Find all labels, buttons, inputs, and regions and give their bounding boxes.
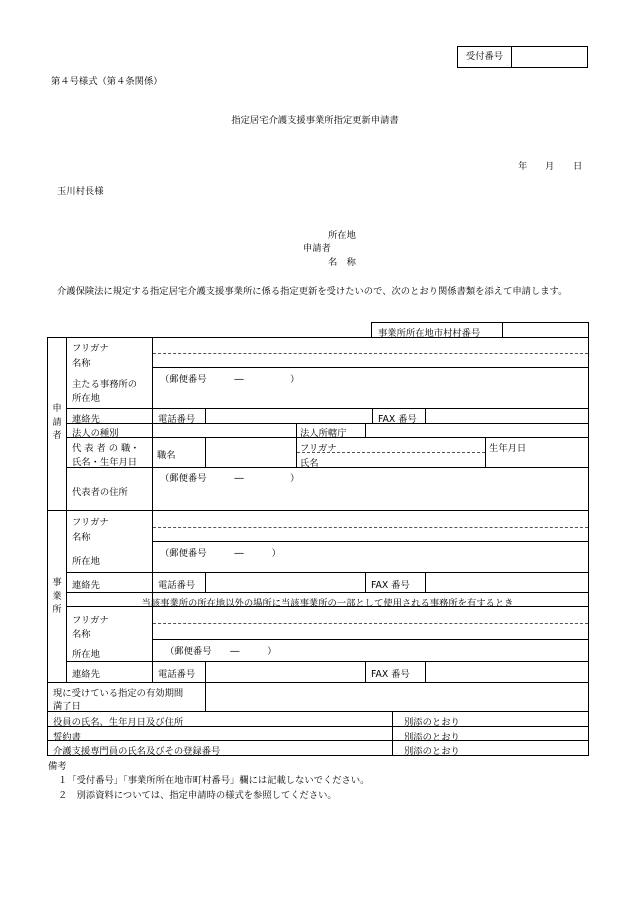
note-item-2: ２ 別添資料については、指定申請時の様式を参照してください。 <box>58 790 337 801</box>
sub-office-name-label: 名称 <box>72 629 91 640</box>
representative-postal: （郵便番号 ― ） <box>160 473 300 484</box>
main-office-label-1: 主たる事務所の <box>72 379 138 390</box>
applicant-contact-label: 連絡先 <box>72 414 100 425</box>
officers-value: 別添のとおり <box>404 717 460 728</box>
applicant-name-label: 名 称 <box>328 257 356 268</box>
corp-type-label: 法人の種別 <box>72 428 119 439</box>
notes-heading: 備考 <box>48 761 67 772</box>
position-label: 職名 <box>157 450 176 461</box>
office-phone-label: 電話番号 <box>158 580 196 591</box>
pledge-value: 別添のとおり <box>404 732 460 743</box>
main-office-label-2: 所在地 <box>72 393 100 404</box>
care-manager-label: 介護支援専門員の氏名及びその登録番号 <box>53 746 221 757</box>
representative-label-1: 代 表 者 の 職・ <box>72 443 140 454</box>
validity-label-1: 現に受けている指定の有効期間 <box>53 688 184 699</box>
receipt-number-box <box>457 46 588 68</box>
applicant-fax-label: FAX 番号 <box>378 414 417 425</box>
corp-authority-label: 法人所轄庁 <box>300 428 347 439</box>
receipt-number-label: 受付番号 <box>458 47 512 67</box>
validity-label-2: 満了日 <box>53 701 81 712</box>
date-month: 月 <box>545 161 555 172</box>
applicant-address-label: 所在地 <box>328 230 356 241</box>
addressee: 玉川村長様 <box>57 186 104 197</box>
municipal-number-field[interactable] <box>503 323 588 337</box>
representative-furigana-label: フリガナ <box>300 443 337 454</box>
date-year: 年 <box>518 161 528 172</box>
representative-label-2: 氏名・生年月日 <box>72 457 138 468</box>
page-title: 指定居宅介護支援事業所指定更新申請書 <box>231 115 399 126</box>
sub-office-postal: （郵便番号 ― ） <box>165 646 277 657</box>
body-text: 介護保険法に規定する指定居宅介護支援事業所に係る指定更新を受けたいので、次のとおり関係書類を添えて申請します。 <box>57 286 568 297</box>
note-item-1: １「受付番号」「事業所所在地市町村番号」欄には記載しないでください。 <box>58 775 370 786</box>
applicant-label: 申請者 <box>303 243 331 254</box>
sub-office-fax-label: FAX 番号 <box>371 669 410 680</box>
applicant-name-label: 名称 <box>72 358 91 369</box>
officers-label: 役員の氏名、生年月日及び住所 <box>53 717 184 728</box>
sub-office-contact-label: 連絡先 <box>72 669 100 680</box>
applicant-section-label: 申請者 <box>52 403 62 441</box>
sub-office-address-label: 所在地 <box>72 649 100 660</box>
office-name-label: 名称 <box>72 532 91 543</box>
applicant-furigana-label: フリガナ <box>72 343 109 354</box>
sub-office-note: 当該事業所の所在地以外の場所に当該事業所の一部として使用される事務所を有するとき <box>141 598 514 609</box>
office-furigana-label: フリガナ <box>72 517 109 528</box>
pledge-label: 誓約書 <box>53 732 81 743</box>
municipal-number-label: 事業所所在地市村村番号 <box>378 328 481 339</box>
office-contact-label: 連絡先 <box>72 580 100 591</box>
applicant-phone-label: 電話番号 <box>158 414 196 425</box>
office-fax-label: FAX 番号 <box>371 580 410 591</box>
sub-office-furigana-label: フリガナ <box>72 615 109 626</box>
birth-date-label: 生年月日 <box>489 443 527 454</box>
representative-address-label: 代表者の住所 <box>72 487 128 498</box>
receipt-number-field[interactable] <box>512 47 587 67</box>
sub-office-phone-label: 電話番号 <box>158 669 196 680</box>
care-manager-value: 別添のとおり <box>404 746 460 757</box>
representative-name-label: 氏名 <box>300 458 319 469</box>
main-office-postal: （郵便番号 ― ） <box>160 374 300 385</box>
office-postal: （郵便番号 ― ） <box>160 548 281 559</box>
office-address-label: 所在地 <box>72 556 100 567</box>
form-id: 第４号様式（第４条関係） <box>51 76 163 87</box>
date-day: 日 <box>573 161 583 172</box>
office-section-label: 事業所 <box>52 577 62 615</box>
